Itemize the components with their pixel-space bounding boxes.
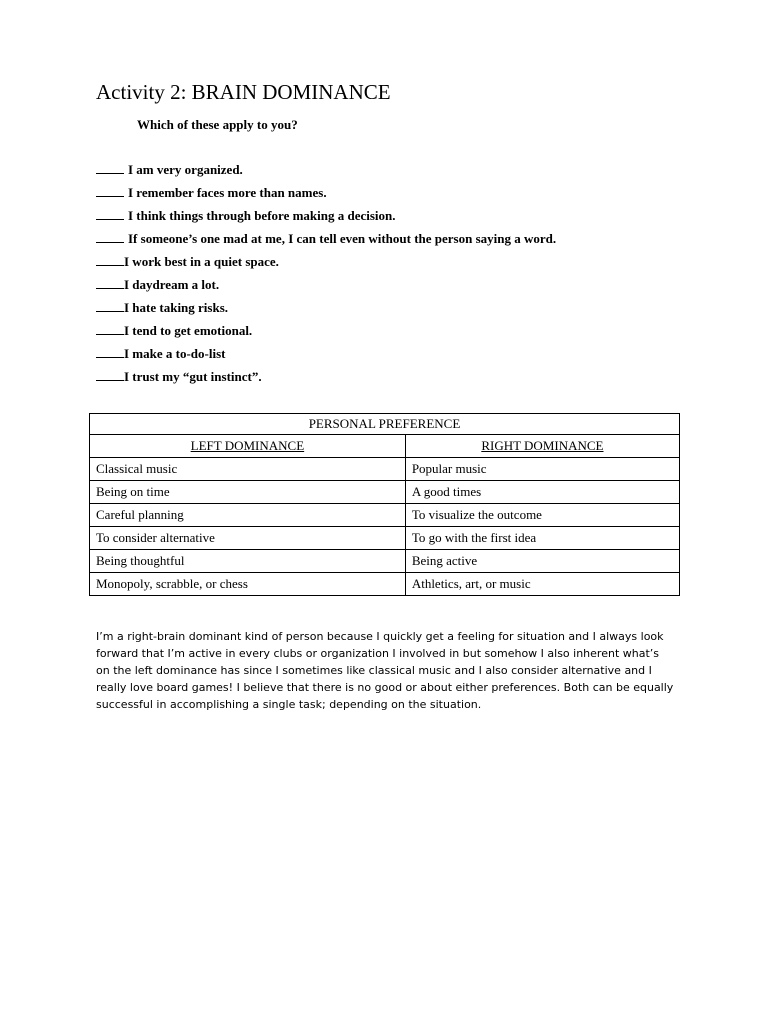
page-title: Activity 2: BRAIN DOMINANCE	[96, 80, 391, 104]
checklist-item	[96, 300, 556, 323]
left-cell: Classical music	[90, 458, 406, 481]
table-row	[90, 458, 680, 481]
answer-blank[interactable]	[96, 277, 124, 289]
table-row	[90, 481, 680, 504]
preference-table	[89, 413, 680, 596]
answer-blank[interactable]	[96, 323, 124, 335]
right-cell: To go with the first idea	[405, 527, 679, 550]
answer-blank[interactable]	[96, 208, 124, 220]
checklist-item-text: I daydream a lot.	[124, 277, 220, 292]
answer-blank[interactable]	[96, 346, 124, 358]
checklist-item	[96, 277, 556, 300]
right-cell: Popular music	[405, 458, 679, 481]
answer-blank[interactable]	[96, 300, 124, 312]
question-prompt: Which of these apply to you?	[137, 117, 298, 132]
checklist-item-text: I make a to-do-list	[124, 346, 226, 361]
answer-blank[interactable]	[96, 369, 124, 381]
left-cell: Monopoly, scrabble, or chess	[90, 573, 406, 596]
checklist	[96, 162, 556, 392]
answer-blank[interactable]	[96, 254, 124, 266]
table-row	[90, 527, 680, 550]
table-title: PERSONAL PREFERENCE	[90, 414, 680, 435]
checklist-item	[96, 369, 556, 392]
checklist-item-text: I work best in a quiet space.	[124, 254, 279, 269]
checklist-item-text: I am very organized.	[128, 162, 243, 177]
checklist-item-text: I hate taking risks.	[124, 300, 229, 315]
checklist-item	[96, 346, 556, 369]
column-header-right	[405, 435, 679, 458]
table-row	[90, 550, 680, 573]
checklist-item	[96, 254, 556, 277]
table-row	[90, 504, 680, 527]
checklist-item-text: I think things through before making a decision.	[128, 208, 396, 223]
checklist-item-text: I remember faces more than names.	[128, 185, 327, 200]
table-row	[90, 573, 680, 596]
right-cell: To visualize the outcome	[405, 504, 679, 527]
column-header-right-label: RIGHT DOMINANCE	[481, 438, 604, 453]
checklist-item-text: If someone’s one mad at me, I can tell even without the person saying a word.	[128, 231, 557, 246]
checklist-item-text: I trust my “gut instinct”.	[124, 369, 262, 384]
column-header-left	[90, 435, 406, 458]
checklist-item-text: I tend to get emotional.	[124, 323, 253, 338]
left-cell: Careful planning	[90, 504, 406, 527]
left-cell: Being on time	[90, 481, 406, 504]
checklist-item	[96, 323, 556, 346]
reflection-paragraph: I’m a right-brain dominant kind of person because I quickly get a feeling for situation and I always look forward that I’m active in every clubs or organization I involved in but somehow I also inherent what’s on the left dominance has since I sometimes like classical music and I also consider alternative and I really love board games! I believe that there is no good or about either preferences. Both can be equally successful in accomplishing a single task; depending on the situation.	[96, 630, 674, 711]
right-cell: Athletics, art, or music	[405, 573, 679, 596]
answer-blank[interactable]	[96, 185, 124, 197]
column-header-left-label: LEFT DOMINANCE	[190, 438, 305, 453]
right-cell: Being active	[405, 550, 679, 573]
answer-blank[interactable]	[96, 231, 124, 243]
answer-blank[interactable]	[96, 162, 124, 174]
checklist-item	[96, 231, 556, 254]
left-cell: To consider alternative	[90, 527, 406, 550]
left-cell: Being thoughtful	[90, 550, 406, 573]
checklist-item	[96, 185, 556, 208]
checklist-item	[96, 208, 556, 231]
right-cell: A good times	[405, 481, 679, 504]
checklist-item	[96, 162, 556, 185]
